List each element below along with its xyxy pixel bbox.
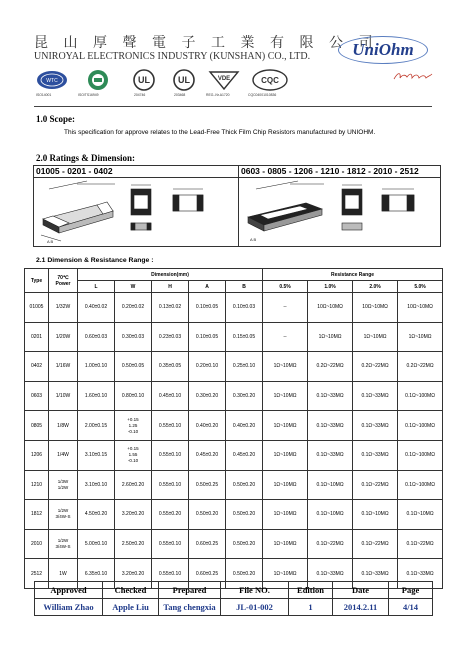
cell-A: 0.50±0.20 (189, 500, 226, 530)
page-header: Page (389, 582, 433, 599)
cell-L: 4.50±0.20 (78, 500, 115, 530)
date-header: Date (333, 582, 389, 599)
cell-tol-0-5: 1Ω~10MΩ (263, 470, 308, 500)
approved-value: William Zhao (35, 599, 103, 616)
cell-power: 1W (49, 559, 78, 589)
edition-header: Edition (289, 582, 333, 599)
cell-L: 1.00±0.10 (78, 352, 115, 382)
table-row (25, 322, 443, 352)
cell-power (49, 529, 78, 559)
cell-H: 0.55±0.10 (152, 559, 189, 589)
cell-tol-5-0: 0.2Ω~22MΩ (398, 352, 443, 382)
table-row (25, 529, 443, 559)
ul-logo-icon (126, 68, 162, 92)
vde-logo-icon (206, 68, 242, 92)
wtc-logo-icon (34, 68, 70, 92)
cell-B: 0.10±0.03 (226, 293, 263, 323)
cell-tol-5-0: 0.1Ω~100MΩ (398, 381, 443, 411)
cell-B: 0.50±0.20 (226, 470, 263, 500)
cell-tol-0-5: 1Ω~10MΩ (263, 559, 308, 589)
resistance-table-title: 2.1 Dimension & Resistance Range : (36, 257, 154, 264)
cell-W-plus: +0.15 (127, 446, 139, 452)
approval-table (34, 581, 433, 616)
cell-A: 0.40±0.20 (189, 411, 226, 441)
cell-W-minus: -0.10 (127, 458, 139, 464)
cell-tol-0-5: 1Ω~10MΩ (263, 352, 308, 382)
cell-tol-0-5: 1Ω~10MΩ (263, 381, 308, 411)
iso-ts-logo-icon (80, 68, 116, 92)
cell-W (115, 440, 152, 470)
cell-H: 0.55±0.10 (152, 411, 189, 441)
cell-tol-5-0: 0.1Ω~22MΩ (398, 529, 443, 559)
header-divider (34, 106, 432, 107)
header-type: Type (25, 269, 49, 293)
cell-A: 0.10±0.05 (189, 322, 226, 352)
cell-power-b: 1/2W (57, 484, 69, 490)
cell-L: 5.00±0.10 (78, 529, 115, 559)
cell-W-main: 1.55 (128, 452, 138, 458)
cell-L: 0.60±0.03 (78, 322, 115, 352)
scope-text: This specification for approve relates to the Lead-Free Thick Film Chip Resistors manufactured by UNIOHM. (64, 129, 376, 136)
cell-type: 2010 (25, 529, 49, 559)
cell-H: 0.13±0.02 (152, 293, 189, 323)
cell-H: 0.55±0.20 (152, 500, 189, 530)
table-subheader-row (25, 281, 443, 293)
cell-tol-1-0: 0.1Ω~10MΩ (308, 470, 353, 500)
file-no-value: JL-01-002 (221, 599, 289, 616)
cell-tol-2-0: 0.1Ω~33MΩ (353, 440, 398, 470)
cell-A: 0.20±0.10 (189, 352, 226, 382)
cell-tol-5-0: 0.1Ω~100MΩ (398, 411, 443, 441)
cell-power-b: 3/4W-S (55, 514, 71, 520)
uniohm-logo: UniOhm (338, 36, 428, 64)
prepared-value: Tang chengxia (159, 599, 221, 616)
cell-B: 0.30±0.20 (226, 381, 263, 411)
cert-label: CQC04001010836 (248, 93, 277, 97)
cell-tol-2-0: 0.1Ω~33MΩ (353, 411, 398, 441)
table-row (25, 381, 443, 411)
large-sizes-label: 0603 - 0805 - 1206 - 1210 - 1812 - 2010 - 2512 (241, 166, 419, 176)
cell-type: 0201 (25, 322, 49, 352)
svg-text:UL: UL (138, 75, 150, 85)
cell-tol-2-0: 0.1Ω~22MΩ (353, 470, 398, 500)
cell-power (49, 470, 78, 500)
cell-power: 1/32W (49, 293, 78, 323)
svg-text:VDE: VDE (217, 76, 231, 82)
cell-W: 0.30±0.03 (115, 322, 152, 352)
approval-header-row (35, 582, 433, 599)
table-row (25, 352, 443, 382)
header-W: W (115, 281, 152, 293)
table-row (25, 293, 443, 323)
cell-tol-0-5: 1Ω~10MΩ (263, 529, 308, 559)
svg-text:A B: A B (250, 237, 257, 242)
cell-L: 3.10±0.10 (78, 470, 115, 500)
edition-value: 1 (289, 599, 333, 616)
cell-tol-5-0: 10Ω~10MΩ (398, 293, 443, 323)
header-power (49, 269, 78, 293)
cell-L: 1.60±0.10 (78, 381, 115, 411)
cell-B: 0.15±0.05 (226, 322, 263, 352)
scope-heading: 1.0 Scope: (36, 114, 75, 124)
cert-label: REG.-Nr.A1720 (206, 93, 230, 97)
svg-text:WTC: WTC (46, 78, 58, 84)
cell-tol-5-0: 0.1Ω~33MΩ (398, 559, 443, 589)
cell-type: 0402 (25, 352, 49, 382)
cell-L: 0.40±0.02 (78, 293, 115, 323)
header-tol-5-0: 5.0% (398, 281, 443, 293)
cell-W: 0.80±0.10 (115, 381, 152, 411)
svg-text:A B: A B (47, 239, 54, 244)
cell-type: 1812 (25, 500, 49, 530)
cell-tol-0-5: -- (263, 322, 308, 352)
cell-type: 1210 (25, 470, 49, 500)
handwritten-signature (392, 70, 434, 84)
dimension-box-header-line (33, 177, 441, 178)
cell-L: 2.00±0.15 (78, 411, 115, 441)
cell-B: 0.50±0.20 (226, 529, 263, 559)
svg-text:CQC: CQC (261, 76, 279, 85)
cell-tol-2-0: 1Ω~10MΩ (353, 322, 398, 352)
page-value: 4/14 (389, 599, 433, 616)
cell-tol-2-0: 10Ω~10MΩ (353, 293, 398, 323)
header-dimension: Dimension(mm) (78, 269, 263, 281)
cell-A: 0.60±0.25 (189, 529, 226, 559)
cell-tol-0-5: 1Ω~10MΩ (263, 440, 308, 470)
cell-A: 0.50±0.25 (189, 470, 226, 500)
company-name-chinese: 昆 山 厚 聲 電 子 工 業 有 限 公 司 (34, 36, 379, 51)
cell-type: 1206 (25, 440, 49, 470)
cell-A: 0.45±0.20 (189, 440, 226, 470)
table-header-row (25, 269, 443, 281)
cell-power (49, 500, 78, 530)
cell-W-main: 1.25 (128, 422, 138, 428)
small-chip-drawing (37, 179, 237, 245)
cell-tol-0-5: 1Ω~10MΩ (263, 411, 308, 441)
large-chip-drawing (242, 179, 438, 245)
cell-W: 3.20±0.20 (115, 500, 152, 530)
cell-H: 0.55±0.10 (152, 470, 189, 500)
cert-label: ISO14001 (36, 93, 52, 97)
cell-B: 0.50±0.20 (226, 559, 263, 589)
certification-logos (34, 68, 304, 100)
cell-L: 3.10±0.15 (78, 440, 115, 470)
cell-tol-2-0: 0.1Ω~33MΩ (353, 381, 398, 411)
checked-value: Apple Liu (103, 599, 159, 616)
cell-W: 0.50±0.05 (115, 352, 152, 382)
header-B: B (226, 281, 263, 293)
cell-W: 2.50±0.20 (115, 529, 152, 559)
table-row (25, 411, 443, 441)
ul-logo-icon (166, 68, 202, 92)
cell-tol-1-0: 0.1Ω~22MΩ (308, 529, 353, 559)
company-name-english: UNIROYAL ELECTRONICS INDUSTRY (KUNSHAN) CO., LTD. (34, 51, 311, 62)
cell-H: 0.23±0.03 (152, 322, 189, 352)
header-tol-2-0: 2.0% (353, 281, 398, 293)
header-L: L (78, 281, 115, 293)
cell-W-plus: +0.15 (127, 416, 139, 422)
cell-H: 0.55±0.10 (152, 440, 189, 470)
header-resistance-range: Resistance Range (263, 269, 443, 281)
table-row (25, 470, 443, 500)
cell-power: 1/16W (49, 352, 78, 382)
cell-tol-0-5: -- (263, 293, 308, 323)
cell-B: 0.50±0.20 (226, 500, 263, 530)
cell-tol-5-0: 0.1Ω~100MΩ (398, 470, 443, 500)
cell-power-a: 1/2W (57, 538, 69, 544)
cell-H: 0.45±0.10 (152, 381, 189, 411)
cell-tol-5-0: 0.1Ω~100MΩ (398, 440, 443, 470)
cell-A: 0.60±0.25 (189, 559, 226, 589)
cell-A: 0.10±0.05 (189, 293, 226, 323)
table-row (25, 440, 443, 470)
cell-tol-1-0: 0.1Ω~10MΩ (308, 500, 353, 530)
table-row (25, 500, 443, 530)
cell-tol-2-0: 0.1Ω~10MΩ (353, 500, 398, 530)
cell-tol-5-0: 1Ω~10MΩ (398, 322, 443, 352)
cell-power: 1/10W (49, 381, 78, 411)
cell-power-a: 1/3W (57, 478, 69, 484)
svg-text:UL: UL (178, 75, 190, 85)
cell-B: 0.25±0.10 (226, 352, 263, 382)
header-H: H (152, 281, 189, 293)
cell-W-minus: -0.10 (127, 428, 139, 434)
cell-tol-2-0: 0.1Ω~33MΩ (353, 559, 398, 589)
cell-W: 0.20±0.02 (115, 293, 152, 323)
cell-tol-1-0: 0.2Ω~22MΩ (308, 352, 353, 382)
cell-H: 0.55±0.10 (152, 529, 189, 559)
cell-tol-2-0: 0.1Ω~22MΩ (353, 529, 398, 559)
cell-type: 0805 (25, 411, 49, 441)
cell-tol-0-5: 1Ω~10MΩ (263, 500, 308, 530)
cell-B: 0.45±0.20 (226, 440, 263, 470)
cell-W (115, 411, 152, 441)
cell-power-a: 1/2W (57, 508, 69, 514)
dimension-resistance-table (24, 268, 443, 589)
cell-power: 1/20W (49, 322, 78, 352)
cell-tol-1-0: 1Ω~10MΩ (308, 322, 353, 352)
header-tol-1-0: 1.0% (308, 281, 353, 293)
approval-values-row (35, 599, 433, 616)
cqc-logo-icon (250, 68, 290, 92)
cell-H: 0.35±0.05 (152, 352, 189, 382)
header-tol-0-5: 0.5% (263, 281, 308, 293)
cert-label: ISO/TS16949 (78, 93, 99, 97)
cell-W: 2.60±0.20 (115, 470, 152, 500)
cell-A: 0.30±0.20 (189, 381, 226, 411)
cell-L: 6.35±0.10 (78, 559, 115, 589)
cell-power-b: 3/4W-S (55, 544, 71, 550)
checked-header: Checked (103, 582, 159, 599)
cell-B: 0.40±0.20 (226, 411, 263, 441)
cert-label: 203468 (174, 93, 186, 97)
cell-power: 1/4W (49, 440, 78, 470)
date-value: 2014.2.11 (333, 599, 389, 616)
approved-header: Approved (35, 582, 103, 599)
header-A: A (189, 281, 226, 293)
cell-tol-1-0: 0.1Ω~33MΩ (308, 381, 353, 411)
cell-tol-1-0: 0.1Ω~33MΩ (308, 440, 353, 470)
ratings-heading: 2.0 Ratings & Dimension: (36, 153, 136, 163)
cell-tol-5-0: 0.1Ω~10MΩ (398, 500, 443, 530)
header-power-label: Power (55, 280, 71, 287)
file-no-header: File NO. (221, 582, 289, 599)
cell-power: 1/8W (49, 411, 78, 441)
cell-type: 2512 (25, 559, 49, 589)
cell-W: 3.20±0.20 (115, 559, 152, 589)
cell-tol-1-0: 10Ω~10MΩ (308, 293, 353, 323)
cell-type: 01005 (25, 293, 49, 323)
cell-tol-1-0: 0.1Ω~33MΩ (308, 559, 353, 589)
cert-label: 204746 (134, 93, 146, 97)
header-power-temp: 70℃ (57, 274, 69, 281)
small-sizes-label: 01005 - 0201 - 0402 (36, 166, 113, 176)
prepared-header: Prepared (159, 582, 221, 599)
cell-tol-1-0: 0.1Ω~33MΩ (308, 411, 353, 441)
cell-tol-2-0: 0.2Ω~22MΩ (353, 352, 398, 382)
cell-type: 0603 (25, 381, 49, 411)
